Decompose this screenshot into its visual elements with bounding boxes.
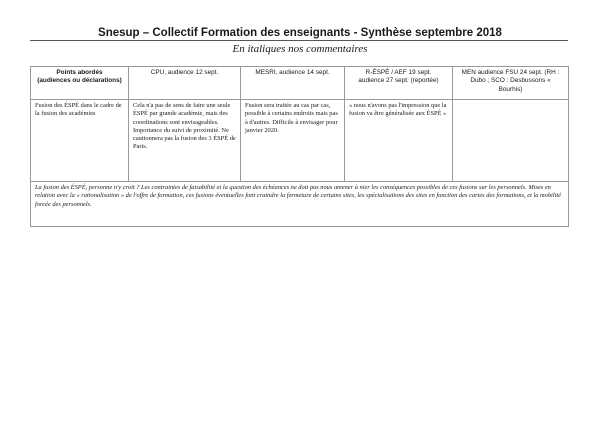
header-men-line1: MEN audience FSU 24 sept. (RH : Dubo ; SCO : Desbussons «: [461, 69, 560, 85]
synthesis-table: [30, 66, 569, 227]
comment-row: [31, 182, 569, 227]
header-respe-line1: R-ÉSPÉ / AEF 19 sept.: [365, 69, 432, 76]
header-topics-line1: Points abordés: [56, 69, 103, 76]
row-topic-cell: Fusion des ÉSPÉ dans le cadre de la fusion des académies: [31, 100, 129, 182]
header-mesri-line1: MESRI, audience 14 sept.: [255, 69, 330, 76]
header-cell-mesri: [241, 67, 345, 100]
table-header-row: [31, 67, 569, 100]
header-cell-men: [453, 67, 569, 100]
title-divider: [30, 40, 568, 41]
comment-cell: La fusion des ÉSPÉ, personne n'y croit ? Les contraintes de faisabilité et la question des échéances ne doit pas nous amener à nier les conséquences possibles de ces fusions sur les personnels. Mises en relation avec la « rationalisation » de l'offre de formation, ces fusions éventuelles font craindre la fermeture de certains sites, les spécialisations des sites en fonction des cartes des formations, et la mobilité forcée des personnels.: [31, 182, 569, 227]
table-row: [31, 100, 569, 182]
row-mesri-cell: Fusion sera traitée au cas par cas, possible à certains endroits mais pas à d'autres. Difficile à envisager pour janvier 2020.: [241, 100, 345, 182]
header-cell-cpu: [129, 67, 241, 100]
header-cell-respe: [345, 67, 453, 100]
row-respe-cell: « nous n'avons pas l'impression que la fusion va être généralisée aux ÉSPÉ »: [345, 100, 453, 182]
header-topics-line2: (audiences ou déclarations): [37, 77, 122, 85]
row-men-cell: [453, 100, 569, 182]
header-cpu-line1: CPU, audience 12 sept.: [150, 69, 219, 76]
header-respe-line2: audience 27 sept. (reportée): [358, 77, 439, 85]
row-cpu-cell: Cela n'a pas de sens de faire une seule ÉSPÉ par grande académie, mais des coordinations sont envisageables. Importance du suivi de proximité. Ne cautionnera pas la fusion des 3 ÉSPÉ de Paris.: [129, 100, 241, 182]
header-men-line2: Bourhis): [498, 85, 523, 93]
document-title: Snesup – Collectif Formation des enseignants - Synthèse septembre 2018: [98, 27, 502, 39]
document-subtitle: En italiques nos commentaires: [232, 43, 368, 55]
header-cell-topics: [31, 67, 129, 100]
